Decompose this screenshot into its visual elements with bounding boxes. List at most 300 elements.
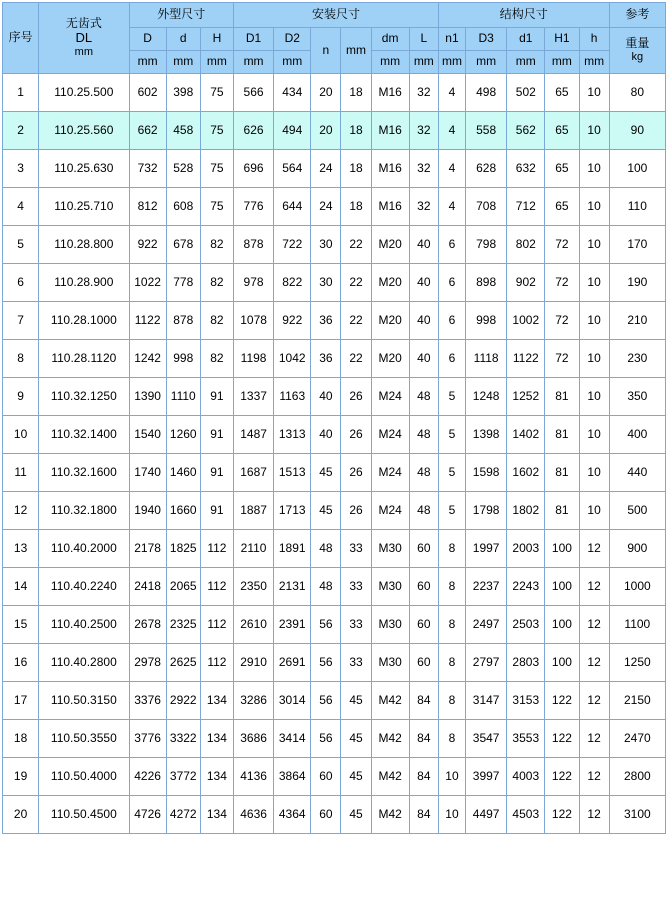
cell-D3: 3997 [466, 758, 507, 796]
cell-D1: 2910 [233, 644, 273, 682]
cell-D2: 1313 [274, 416, 311, 454]
cell-h: 10 [579, 112, 609, 150]
cell-mm: 45 [341, 758, 371, 796]
cell-D: 3776 [129, 720, 166, 758]
table-row [3, 682, 666, 720]
cell-D3: 998 [466, 302, 507, 340]
cell-d1: 2503 [507, 606, 545, 644]
cell-D1: 1887 [233, 492, 273, 530]
header-group-mount: 安装尺寸 [233, 3, 438, 28]
cell-H1: 72 [545, 264, 579, 302]
cell-h: 12 [579, 606, 609, 644]
cell-D3: 1118 [466, 340, 507, 378]
cell-D2: 3414 [274, 720, 311, 758]
cell-mm: 22 [341, 226, 371, 264]
table-row [3, 74, 666, 112]
cell-dm: M24 [371, 454, 409, 492]
cell-n: 36 [311, 340, 341, 378]
cell-D1: 4136 [233, 758, 273, 796]
cell-h: 10 [579, 188, 609, 226]
cell-dl: 110.32.1600 [39, 454, 129, 492]
header-unit-L: mm [409, 51, 438, 74]
cell-d: 528 [166, 150, 200, 188]
table-row [3, 264, 666, 302]
cell-seq: 2 [3, 112, 39, 150]
cell-d1: 712 [507, 188, 545, 226]
cell-D: 812 [129, 188, 166, 226]
cell-D2: 4364 [274, 796, 311, 834]
cell-dl: 110.28.1120 [39, 340, 129, 378]
cell-dl: 110.25.500 [39, 74, 129, 112]
cell-d1: 1122 [507, 340, 545, 378]
table-row [3, 302, 666, 340]
cell-dm: M30 [371, 568, 409, 606]
cell-dl: 110.50.3550 [39, 720, 129, 758]
cell-H: 75 [200, 74, 233, 112]
cell-d: 878 [166, 302, 200, 340]
cell-D2: 434 [274, 74, 311, 112]
cell-d: 678 [166, 226, 200, 264]
cell-n1: 5 [438, 454, 465, 492]
cell-H1: 65 [545, 112, 579, 150]
cell-D2: 644 [274, 188, 311, 226]
cell-d: 3772 [166, 758, 200, 796]
header-sub-dm: dm [371, 28, 409, 51]
header-weight [609, 28, 665, 74]
cell-D: 2418 [129, 568, 166, 606]
cell-n1: 8 [438, 568, 465, 606]
cell-kg: 170 [609, 226, 665, 264]
cell-D: 922 [129, 226, 166, 264]
cell-H: 82 [200, 264, 233, 302]
cell-n: 40 [311, 378, 341, 416]
cell-n1: 4 [438, 74, 465, 112]
cell-d: 1260 [166, 416, 200, 454]
header-dl-line3: mm [74, 46, 93, 59]
cell-dm: M30 [371, 644, 409, 682]
header-seq: 序号 [3, 3, 39, 74]
cell-d: 608 [166, 188, 200, 226]
cell-mm: 18 [341, 188, 371, 226]
header-sub-D1: D1 [233, 28, 273, 51]
cell-H1: 100 [545, 644, 579, 682]
header-group-reference: 参考 [609, 3, 665, 28]
cell-mm: 26 [341, 416, 371, 454]
cell-kg: 100 [609, 150, 665, 188]
cell-d: 778 [166, 264, 200, 302]
cell-H: 134 [200, 758, 233, 796]
cell-d: 398 [166, 74, 200, 112]
cell-D2: 822 [274, 264, 311, 302]
cell-d1: 802 [507, 226, 545, 264]
header-sub-D2: D2 [274, 28, 311, 51]
cell-n: 48 [311, 530, 341, 568]
cell-D2: 2131 [274, 568, 311, 606]
cell-d1: 2003 [507, 530, 545, 568]
cell-seq: 19 [3, 758, 39, 796]
cell-mm: 26 [341, 492, 371, 530]
cell-d: 458 [166, 112, 200, 150]
cell-n: 20 [311, 74, 341, 112]
cell-kg: 900 [609, 530, 665, 568]
cell-n: 36 [311, 302, 341, 340]
cell-d1: 1402 [507, 416, 545, 454]
table-row [3, 150, 666, 188]
header-group-outer: 外型尺寸 [129, 3, 233, 28]
cell-dl: 110.50.4000 [39, 758, 129, 796]
cell-n: 48 [311, 568, 341, 606]
cell-n1: 8 [438, 644, 465, 682]
header-unit-n1: mm [438, 51, 465, 74]
table-row [3, 378, 666, 416]
cell-dm: M42 [371, 720, 409, 758]
header-unit-D: mm [129, 51, 166, 74]
cell-seq: 10 [3, 416, 39, 454]
cell-d: 1825 [166, 530, 200, 568]
cell-n: 40 [311, 416, 341, 454]
cell-D1: 2610 [233, 606, 273, 644]
cell-H1: 122 [545, 720, 579, 758]
cell-H: 82 [200, 302, 233, 340]
cell-n1: 6 [438, 302, 465, 340]
cell-seq: 13 [3, 530, 39, 568]
cell-D2: 922 [274, 302, 311, 340]
cell-dm: M24 [371, 416, 409, 454]
cell-mm: 22 [341, 264, 371, 302]
cell-seq: 6 [3, 264, 39, 302]
cell-H1: 122 [545, 758, 579, 796]
cell-H: 134 [200, 796, 233, 834]
cell-d: 2065 [166, 568, 200, 606]
cell-h: 10 [579, 454, 609, 492]
cell-D2: 1713 [274, 492, 311, 530]
cell-kg: 2800 [609, 758, 665, 796]
cell-D3: 708 [466, 188, 507, 226]
header-unit-D1: mm [233, 51, 273, 74]
cell-D3: 1798 [466, 492, 507, 530]
cell-d1: 3553 [507, 720, 545, 758]
cell-D: 2978 [129, 644, 166, 682]
cell-H: 134 [200, 720, 233, 758]
cell-dm: M42 [371, 682, 409, 720]
cell-D2: 2691 [274, 644, 311, 682]
cell-d: 1660 [166, 492, 200, 530]
header-unit-dm: mm [371, 51, 409, 74]
cell-H1: 65 [545, 74, 579, 112]
cell-n: 60 [311, 796, 341, 834]
cell-D: 1390 [129, 378, 166, 416]
cell-n1: 8 [438, 530, 465, 568]
cell-n1: 8 [438, 606, 465, 644]
cell-h: 10 [579, 302, 609, 340]
cell-kg: 500 [609, 492, 665, 530]
cell-D1: 696 [233, 150, 273, 188]
cell-kg: 400 [609, 416, 665, 454]
cell-n: 45 [311, 454, 341, 492]
cell-D1: 978 [233, 264, 273, 302]
cell-H: 134 [200, 682, 233, 720]
table-row [3, 530, 666, 568]
cell-seq: 5 [3, 226, 39, 264]
cell-n: 24 [311, 150, 341, 188]
cell-H: 75 [200, 112, 233, 150]
cell-mm: 26 [341, 378, 371, 416]
cell-H: 91 [200, 416, 233, 454]
cell-dl: 110.40.2240 [39, 568, 129, 606]
cell-dm: M30 [371, 530, 409, 568]
cell-h: 12 [579, 530, 609, 568]
cell-n: 56 [311, 644, 341, 682]
cell-dm: M24 [371, 492, 409, 530]
cell-D1: 776 [233, 188, 273, 226]
cell-H1: 100 [545, 568, 579, 606]
cell-dl: 110.28.800 [39, 226, 129, 264]
cell-D1: 566 [233, 74, 273, 112]
cell-dm: M20 [371, 340, 409, 378]
cell-kg: 350 [609, 378, 665, 416]
cell-mm: 18 [341, 112, 371, 150]
header-sub-n-mm: mm [341, 28, 371, 74]
cell-dl: 110.28.1000 [39, 302, 129, 340]
cell-H1: 72 [545, 302, 579, 340]
cell-mm: 22 [341, 302, 371, 340]
cell-D1: 2110 [233, 530, 273, 568]
table-row [3, 568, 666, 606]
cell-n1: 5 [438, 378, 465, 416]
cell-D1: 4636 [233, 796, 273, 834]
cell-d: 4272 [166, 796, 200, 834]
cell-seq: 1 [3, 74, 39, 112]
cell-kg: 80 [609, 74, 665, 112]
cell-seq: 7 [3, 302, 39, 340]
cell-n: 56 [311, 606, 341, 644]
cell-d: 1110 [166, 378, 200, 416]
cell-mm: 18 [341, 74, 371, 112]
table-row [3, 112, 666, 150]
cell-n1: 5 [438, 492, 465, 530]
cell-h: 10 [579, 74, 609, 112]
cell-h: 12 [579, 644, 609, 682]
cell-d: 2625 [166, 644, 200, 682]
cell-dl: 110.25.630 [39, 150, 129, 188]
cell-mm: 45 [341, 720, 371, 758]
cell-dl: 110.25.560 [39, 112, 129, 150]
cell-dm: M16 [371, 74, 409, 112]
cell-dl: 110.32.1250 [39, 378, 129, 416]
table-row [3, 226, 666, 264]
cell-dl: 110.50.4500 [39, 796, 129, 834]
header-weight-line2: kg [631, 51, 644, 64]
cell-h: 12 [579, 758, 609, 796]
cell-D3: 628 [466, 150, 507, 188]
header-dl-line2: DL [75, 30, 93, 46]
header-unit-H: mm [200, 51, 233, 74]
cell-seq: 11 [3, 454, 39, 492]
cell-kg: 1000 [609, 568, 665, 606]
cell-kg: 210 [609, 302, 665, 340]
cell-H: 91 [200, 378, 233, 416]
cell-D1: 2350 [233, 568, 273, 606]
header-unit-d1: mm [507, 51, 545, 74]
cell-D: 602 [129, 74, 166, 112]
cell-seq: 17 [3, 682, 39, 720]
cell-h: 10 [579, 150, 609, 188]
cell-L: 40 [409, 264, 438, 302]
cell-d: 2325 [166, 606, 200, 644]
cell-seq: 16 [3, 644, 39, 682]
cell-n: 24 [311, 188, 341, 226]
cell-L: 40 [409, 340, 438, 378]
cell-H: 91 [200, 454, 233, 492]
table-row [3, 720, 666, 758]
table-row [3, 454, 666, 492]
header-sub-d: d [166, 28, 200, 51]
cell-dm: M42 [371, 796, 409, 834]
cell-kg: 2470 [609, 720, 665, 758]
cell-H1: 122 [545, 682, 579, 720]
table-row [3, 796, 666, 834]
cell-d: 2922 [166, 682, 200, 720]
cell-H: 112 [200, 530, 233, 568]
cell-h: 10 [579, 416, 609, 454]
cell-L: 48 [409, 378, 438, 416]
cell-seq: 3 [3, 150, 39, 188]
cell-kg: 440 [609, 454, 665, 492]
cell-D3: 798 [466, 226, 507, 264]
cell-D3: 2797 [466, 644, 507, 682]
cell-dm: M24 [371, 378, 409, 416]
cell-H: 112 [200, 568, 233, 606]
cell-D: 4726 [129, 796, 166, 834]
header-sub-h: h [579, 28, 609, 51]
cell-D3: 1598 [466, 454, 507, 492]
header-sub-H1: H1 [545, 28, 579, 51]
cell-mm: 45 [341, 796, 371, 834]
cell-d1: 1602 [507, 454, 545, 492]
cell-n: 30 [311, 264, 341, 302]
cell-D1: 3686 [233, 720, 273, 758]
cell-D1: 1687 [233, 454, 273, 492]
cell-n: 56 [311, 720, 341, 758]
cell-seq: 14 [3, 568, 39, 606]
header-sub-n1: n1 [438, 28, 465, 51]
cell-h: 10 [579, 264, 609, 302]
cell-dm: M20 [371, 264, 409, 302]
cell-seq: 15 [3, 606, 39, 644]
cell-d: 3322 [166, 720, 200, 758]
cell-L: 32 [409, 188, 438, 226]
cell-dm: M42 [371, 758, 409, 796]
cell-H1: 72 [545, 340, 579, 378]
cell-kg: 230 [609, 340, 665, 378]
cell-seq: 9 [3, 378, 39, 416]
cell-h: 12 [579, 720, 609, 758]
cell-D3: 1398 [466, 416, 507, 454]
cell-D2: 1042 [274, 340, 311, 378]
cell-n1: 4 [438, 188, 465, 226]
cell-L: 32 [409, 112, 438, 150]
cell-dm: M16 [371, 150, 409, 188]
cell-D: 3376 [129, 682, 166, 720]
cell-D1: 3286 [233, 682, 273, 720]
cell-dl: 110.40.2800 [39, 644, 129, 682]
cell-d1: 2803 [507, 644, 545, 682]
cell-mm: 18 [341, 150, 371, 188]
cell-L: 48 [409, 416, 438, 454]
cell-D3: 2237 [466, 568, 507, 606]
cell-n1: 5 [438, 416, 465, 454]
cell-D1: 626 [233, 112, 273, 150]
cell-D: 2678 [129, 606, 166, 644]
cell-L: 40 [409, 302, 438, 340]
cell-mm: 33 [341, 568, 371, 606]
cell-n1: 10 [438, 758, 465, 796]
header-sub-D: D [129, 28, 166, 51]
cell-H: 82 [200, 226, 233, 264]
cell-D: 1122 [129, 302, 166, 340]
header-unit-H1: mm [545, 51, 579, 74]
cell-d1: 502 [507, 74, 545, 112]
cell-L: 48 [409, 492, 438, 530]
cell-D3: 3147 [466, 682, 507, 720]
cell-dl: 110.40.2500 [39, 606, 129, 644]
header-unit-d: mm [166, 51, 200, 74]
table-row [3, 644, 666, 682]
cell-D1: 878 [233, 226, 273, 264]
cell-dm: M30 [371, 606, 409, 644]
cell-L: 84 [409, 682, 438, 720]
cell-H1: 65 [545, 188, 579, 226]
table-row [3, 606, 666, 644]
cell-mm: 22 [341, 340, 371, 378]
slewing-bearing-spec-table [2, 2, 666, 834]
cell-kg: 3100 [609, 796, 665, 834]
header-row-groups [3, 3, 666, 28]
header-unit-D3: mm [466, 51, 507, 74]
table-header [3, 3, 666, 74]
cell-n1: 4 [438, 112, 465, 150]
cell-D2: 494 [274, 112, 311, 150]
cell-h: 10 [579, 226, 609, 264]
cell-seq: 20 [3, 796, 39, 834]
cell-H1: 81 [545, 454, 579, 492]
cell-D2: 1891 [274, 530, 311, 568]
cell-D3: 2497 [466, 606, 507, 644]
cell-H: 75 [200, 150, 233, 188]
cell-D: 1022 [129, 264, 166, 302]
cell-n1: 6 [438, 340, 465, 378]
cell-d1: 1252 [507, 378, 545, 416]
cell-D2: 1163 [274, 378, 311, 416]
cell-L: 60 [409, 606, 438, 644]
cell-D: 1940 [129, 492, 166, 530]
header-sub-H: H [200, 28, 233, 51]
cell-D2: 3014 [274, 682, 311, 720]
cell-d1: 3153 [507, 682, 545, 720]
cell-D2: 2391 [274, 606, 311, 644]
cell-d1: 2243 [507, 568, 545, 606]
cell-n1: 6 [438, 226, 465, 264]
cell-d: 998 [166, 340, 200, 378]
cell-d1: 4503 [507, 796, 545, 834]
cell-h: 10 [579, 378, 609, 416]
cell-D: 1242 [129, 340, 166, 378]
cell-H1: 100 [545, 530, 579, 568]
cell-D2: 564 [274, 150, 311, 188]
cell-D2: 3864 [274, 758, 311, 796]
cell-H: 112 [200, 644, 233, 682]
table-row [3, 340, 666, 378]
